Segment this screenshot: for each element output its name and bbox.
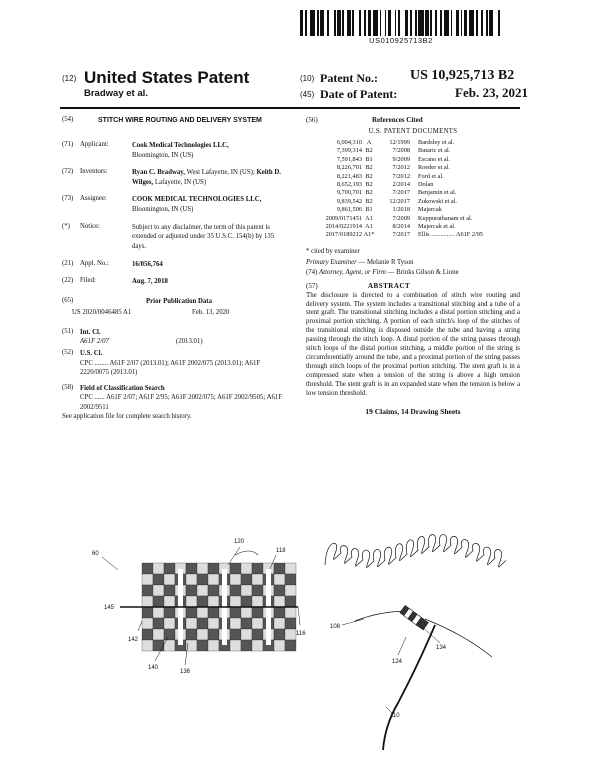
stitch-cell — [252, 607, 263, 618]
stitch-cell — [142, 596, 153, 607]
filed-label: Filed: — [80, 276, 96, 284]
abstract-heading: ABSTRACT — [368, 281, 411, 290]
reference-date: 12/1999 — [389, 139, 410, 146]
stitch-cell — [153, 629, 164, 640]
stitch-cell — [230, 585, 241, 596]
reference-name: Ford et al. — [418, 172, 444, 180]
stitch-cell — [197, 607, 208, 618]
reference-row — [306, 223, 520, 231]
left-column — [62, 116, 288, 422]
reference-row — [306, 198, 520, 206]
reference-date: 2/2014 — [392, 181, 410, 189]
reference-number: 8,652,193 — [336, 181, 362, 189]
examiner-name: — Melanie R Tyson — [358, 259, 414, 267]
stitch-cell — [285, 618, 296, 629]
reference-name: Ellis ............... A61F 2/95 — [418, 231, 484, 239]
prior-publication-heading: Prior Publication Data — [146, 297, 212, 305]
reference-name: Dolan — [418, 181, 434, 189]
stitch-cell — [186, 607, 197, 618]
barcode-number: US010925713B2 — [369, 36, 433, 45]
uscl-label: U.S. Cl. — [80, 349, 103, 357]
inventor-2-location: Lafayette, IN (US) — [154, 178, 207, 186]
code-10: (10) — [300, 74, 315, 83]
examiner-label: Primary Examiner — [306, 259, 357, 267]
stitch-cell — [153, 563, 164, 574]
appl-code: (21) — [62, 260, 74, 268]
ref-label-116: 116 — [296, 631, 306, 637]
ref-label-110: 110 — [390, 713, 400, 719]
stitch-cell — [230, 618, 241, 629]
ref-label-118: 118 — [276, 548, 286, 554]
reference-date: 7/2017 — [392, 231, 410, 239]
reference-name: Majercak — [418, 206, 442, 214]
reference-number: 2009/0171451 — [325, 214, 362, 222]
reference-name: Escano et al. — [418, 155, 450, 163]
stitch-cell — [230, 574, 241, 585]
field-note: See application file for complete search history. — [62, 413, 192, 421]
stitch-cell — [241, 618, 252, 629]
reference-number: 8,221,483 — [336, 172, 362, 180]
stitch-cell — [153, 585, 164, 596]
stitch-cell — [252, 640, 263, 651]
prior-code: (65) — [62, 296, 74, 304]
reference-number: 2017/0189212 — [325, 231, 362, 239]
inventors-code: (72) — [62, 168, 74, 176]
reference-kind: B2 — [365, 197, 373, 205]
field-label: Field of Classification Search — [80, 384, 165, 392]
inventor-2: Keith D. Wilges, — [132, 169, 281, 186]
applicant-label: Applicant: — [80, 141, 109, 148]
inventor-short: Bradway et al. — [84, 88, 148, 99]
reference-name: Zukowski et al. — [418, 197, 457, 205]
stitch-cell — [274, 640, 285, 651]
uscl-text: CPC ........ A61F 2/07 (2013.01); A61F 2002/075 (2013.01); A61F 2220/0075 (2013.01) — [80, 359, 261, 377]
stitch-cell — [142, 618, 153, 629]
ref-label-124: 124 — [392, 659, 403, 665]
reference-kind: B2 — [365, 164, 373, 172]
stitch-cell — [241, 640, 252, 651]
reference-kind: B2 — [365, 181, 373, 189]
reference-number: 9,700,701 — [336, 189, 362, 197]
invention-title: STITCH WIRE ROUTING AND DELIVERY SYSTEM — [98, 117, 262, 124]
assignee-name: COOK MEDICAL TECHNOLOGIES LLC, — [132, 196, 262, 204]
stitch-cell — [208, 596, 219, 607]
reference-date: 8/2014 — [392, 223, 410, 231]
notice-label: Notice: — [80, 222, 101, 230]
reference-name: Roeder et al. — [418, 164, 450, 172]
stitch-cell — [230, 563, 241, 574]
reference-date: 1/2018 — [392, 206, 410, 214]
refs-subheading: U.S. PATENT DOCUMENTS — [368, 128, 458, 135]
stitch-cell — [285, 585, 296, 596]
loop-120 — [235, 551, 258, 555]
ref-label-108: 108 — [330, 624, 341, 630]
stitch-cell — [186, 574, 197, 585]
attorney-code: (74) — [306, 269, 318, 277]
stitch-cell — [186, 585, 197, 596]
stitch-cell — [186, 618, 197, 629]
stitch-cell — [274, 596, 285, 607]
stitch-cell — [142, 607, 153, 618]
stitch-cell — [208, 574, 219, 585]
stitch-cell — [285, 563, 296, 574]
stitch-cell — [274, 607, 285, 618]
stitch-cell — [285, 596, 296, 607]
assignee-label: Assignee: — [80, 195, 107, 203]
stitch-cell — [252, 585, 263, 596]
stitch-cell — [164, 596, 175, 607]
application-number: 16/056,764 — [132, 261, 163, 269]
applicant-name: Cook Medical Technologies LLC, — [132, 142, 229, 149]
reference-kind: B2 — [365, 189, 373, 197]
stitch-cell — [274, 618, 285, 629]
reference-row — [306, 215, 520, 223]
prior-publication-date: Feb. 13, 2020 — [192, 309, 230, 317]
stitch-cell — [153, 596, 164, 607]
attorney-name: — Brinks Gilson & Lione — [387, 269, 459, 277]
prior-publication-number: US 2020/0046485 A1 — [72, 309, 132, 317]
abstract-code: (57) — [306, 281, 318, 290]
reference-name: Kuppurathanam et al. — [418, 214, 473, 222]
header-rule — [60, 107, 520, 109]
reference-kind: A1 — [365, 214, 373, 222]
stitch-cell — [241, 563, 252, 574]
reference-number: 8,226,701 — [336, 164, 362, 172]
refs-heading: References Cited — [372, 116, 423, 124]
junction-hub — [400, 605, 429, 630]
stitch-cell — [186, 596, 197, 607]
reference-number: 7,591,843 — [336, 155, 362, 163]
uscl-code: (52) — [62, 348, 74, 356]
stitch-cell — [197, 574, 208, 585]
reference-kind: B2 — [365, 147, 373, 155]
stitch-cell — [285, 607, 296, 618]
catheter-tube — [383, 625, 435, 750]
stitch-cell — [197, 618, 208, 629]
code-45: (45) — [300, 90, 315, 99]
title-code: (54) — [62, 116, 74, 123]
references-table — [306, 139, 520, 240]
reference-row — [306, 181, 520, 189]
stitch-cell — [230, 607, 241, 618]
field-text: CPC ...... A61F 2/07; A61F 2/95; A61F 2002/075; A61F 2002/9505; A61F 2002/9511 — [80, 394, 283, 411]
stitch-cell — [285, 574, 296, 585]
abstract-text: The disclosure is directed to a combination of stitch wire routing and delivery system. The system includes a transitional stitching and a tube of a stent graft. The transitional stitching includes a distal portion stitching and a proximal portion stitching. A portion of each stitch's loop of the stitches of the transitional stitching is disposed outside the tube and having a string passing through the stitch loop. A distal portion of the string passes through stitch loops of the distal portion stitching, a middle portion of the string is circumferentially around the tube, and a proximal portion of the string passes through stitch loops of the proximal portion stitching. The stent graft is in a compressed state when a tension of the string is above a high tension threshold. The stent graft is in an expanded state when the tension is below a low tension threshold. — [306, 291, 520, 397]
stitch-cell — [241, 596, 252, 607]
patent-number: US 10,925,713 B2 — [410, 68, 515, 83]
stitch-cell — [164, 585, 175, 596]
ref-label-145: 145 — [104, 605, 115, 611]
ref-label-140: 140 — [148, 665, 159, 671]
reference-kind: B2 — [365, 172, 373, 180]
stitch-cell — [208, 618, 219, 629]
ref-label-142: 142 — [128, 637, 139, 643]
ref-label-120: 120 — [234, 539, 245, 545]
stitch-cell — [241, 629, 252, 640]
patent-drawing — [80, 525, 540, 765]
stitch-cell — [285, 640, 296, 651]
inventors-label: Inventors: — [80, 168, 108, 176]
stitch-cell — [142, 574, 153, 585]
stitch-cell — [142, 629, 153, 640]
stitch-cell — [241, 574, 252, 585]
patent-no-label: Patent No.: — [320, 71, 378, 85]
intcl-date: (2013.01) — [176, 338, 203, 346]
stitch-cell — [241, 607, 252, 618]
claims-summary: 19 Claims, 14 Drawing Sheets — [365, 406, 461, 416]
stitch-cell — [208, 640, 219, 651]
applicant-code: (71) — [62, 141, 74, 148]
reference-number: 6,004,310 — [336, 139, 362, 146]
notice-text: Subject to any disclaimer, the term of this patent is extended or adjusted under 35 U.S.C. 154(b) by 135 days. — [132, 223, 275, 250]
ref-label-136: 136 — [180, 669, 191, 675]
intcl-code: (51) — [62, 327, 74, 335]
stitch-cell — [208, 585, 219, 596]
reference-row — [306, 173, 520, 181]
stitch-cell — [285, 629, 296, 640]
date-label: Date of Patent: — [320, 87, 398, 101]
stitch-cell — [274, 563, 285, 574]
stitch-cell — [164, 618, 175, 629]
code-12: (12) — [62, 74, 77, 83]
reference-number: 2014/0221914 — [325, 223, 362, 231]
attorney-label: Attorney, Agent, or Firm — [319, 269, 386, 277]
stitch-cell — [153, 640, 164, 651]
stitch-cell — [164, 629, 175, 640]
stitch-cell — [252, 596, 263, 607]
stitch-cell — [164, 607, 175, 618]
cited-by-note: * cited by examiner — [306, 247, 360, 255]
stitch-cell — [252, 618, 263, 629]
stitch-cell — [186, 563, 197, 574]
stitch-cell — [197, 585, 208, 596]
reference-row — [306, 156, 520, 164]
coil-string — [325, 535, 506, 568]
stitch-cell — [230, 596, 241, 607]
delivery-system-figure — [325, 535, 506, 750]
reference-date: 9/2009 — [392, 155, 410, 163]
field-code: (58) — [62, 383, 74, 391]
reference-number: 7,399,314 — [336, 147, 362, 155]
notice-code: (*) — [62, 222, 70, 230]
reference-row — [306, 147, 520, 155]
intcl-label: Int. Cl. — [80, 328, 101, 336]
patent-type: United States Patent — [84, 68, 250, 87]
stitch-cell — [230, 629, 241, 640]
reference-kind: A — [366, 139, 372, 146]
reference-row — [306, 231, 520, 239]
stitch-cell — [153, 574, 164, 585]
reference-number: 9,839,542 — [336, 197, 362, 205]
stitch-cell — [208, 607, 219, 618]
refs-code: (56) — [306, 116, 318, 124]
stitch-cell — [252, 574, 263, 585]
inventor-1-location: West Lafayette, IN (US); — [186, 169, 255, 177]
reference-date: 12/2017 — [389, 197, 410, 205]
branch-wire-right — [425, 619, 492, 657]
stitch-cell — [197, 596, 208, 607]
reference-name: Majercak et al. — [418, 223, 456, 231]
stitch-cell — [142, 563, 153, 574]
reference-kind: B1 — [365, 206, 373, 214]
stitch-cell — [208, 563, 219, 574]
reference-kind: A1 — [365, 223, 373, 231]
reference-date: 7/2008 — [392, 147, 410, 155]
reference-row — [306, 189, 520, 197]
stitch-cell — [186, 629, 197, 640]
applicant-location: Bloomington, IN (US) — [132, 151, 194, 159]
stitch-cell — [153, 607, 164, 618]
reference-kind: A1* — [363, 231, 375, 239]
ref-label-134: 134 — [436, 645, 447, 651]
reference-name: Butaric et al. — [418, 147, 451, 155]
stitch-cell — [164, 563, 175, 574]
stitch-cell — [208, 629, 219, 640]
reference-date: 7/2017 — [392, 189, 410, 197]
appl-label: Appl. No.: — [80, 260, 109, 268]
stitch-cell — [252, 563, 263, 574]
reference-row — [306, 139, 520, 147]
assignee-location: Bloomington, IN (US) — [132, 205, 194, 213]
stitch-cell — [252, 629, 263, 640]
reference-number: 9,861,506 — [336, 206, 362, 214]
stitch-cell — [197, 640, 208, 651]
stitch-cell — [142, 640, 153, 651]
reference-date: 7/2009 — [392, 214, 410, 222]
filed-date: Aug. 7, 2018 — [132, 277, 168, 285]
stitch-cell — [197, 629, 208, 640]
reference-date: 7/2012 — [392, 172, 410, 180]
reference-name: Bardsley et al. — [418, 139, 455, 146]
reference-date: 7/2012 — [392, 164, 410, 172]
right-column — [306, 116, 520, 416]
stitch-cell — [274, 585, 285, 596]
stitch-cell — [164, 574, 175, 585]
reference-kind: B1 — [365, 155, 373, 163]
reference-name: Benjamin et al. — [418, 189, 457, 197]
stitch-cell — [153, 618, 164, 629]
patent-date: Feb. 23, 2021 — [455, 85, 528, 100]
stitch-cell — [197, 563, 208, 574]
stitch-cell — [230, 640, 241, 651]
stitch-cell — [241, 585, 252, 596]
reference-row — [306, 206, 520, 214]
ref-label-60: 60 — [92, 551, 99, 557]
reference-row — [306, 164, 520, 172]
stitch-cell — [274, 574, 285, 585]
stitch-cell — [274, 629, 285, 640]
intcl-class: A61F 2/07 — [80, 338, 109, 346]
inventor-1: Ryan C. Bradway, — [132, 169, 186, 177]
filed-code: (22) — [62, 276, 74, 284]
stitch-cell — [142, 585, 153, 596]
barcode — [300, 10, 502, 36]
assignee-code: (73) — [62, 195, 74, 203]
